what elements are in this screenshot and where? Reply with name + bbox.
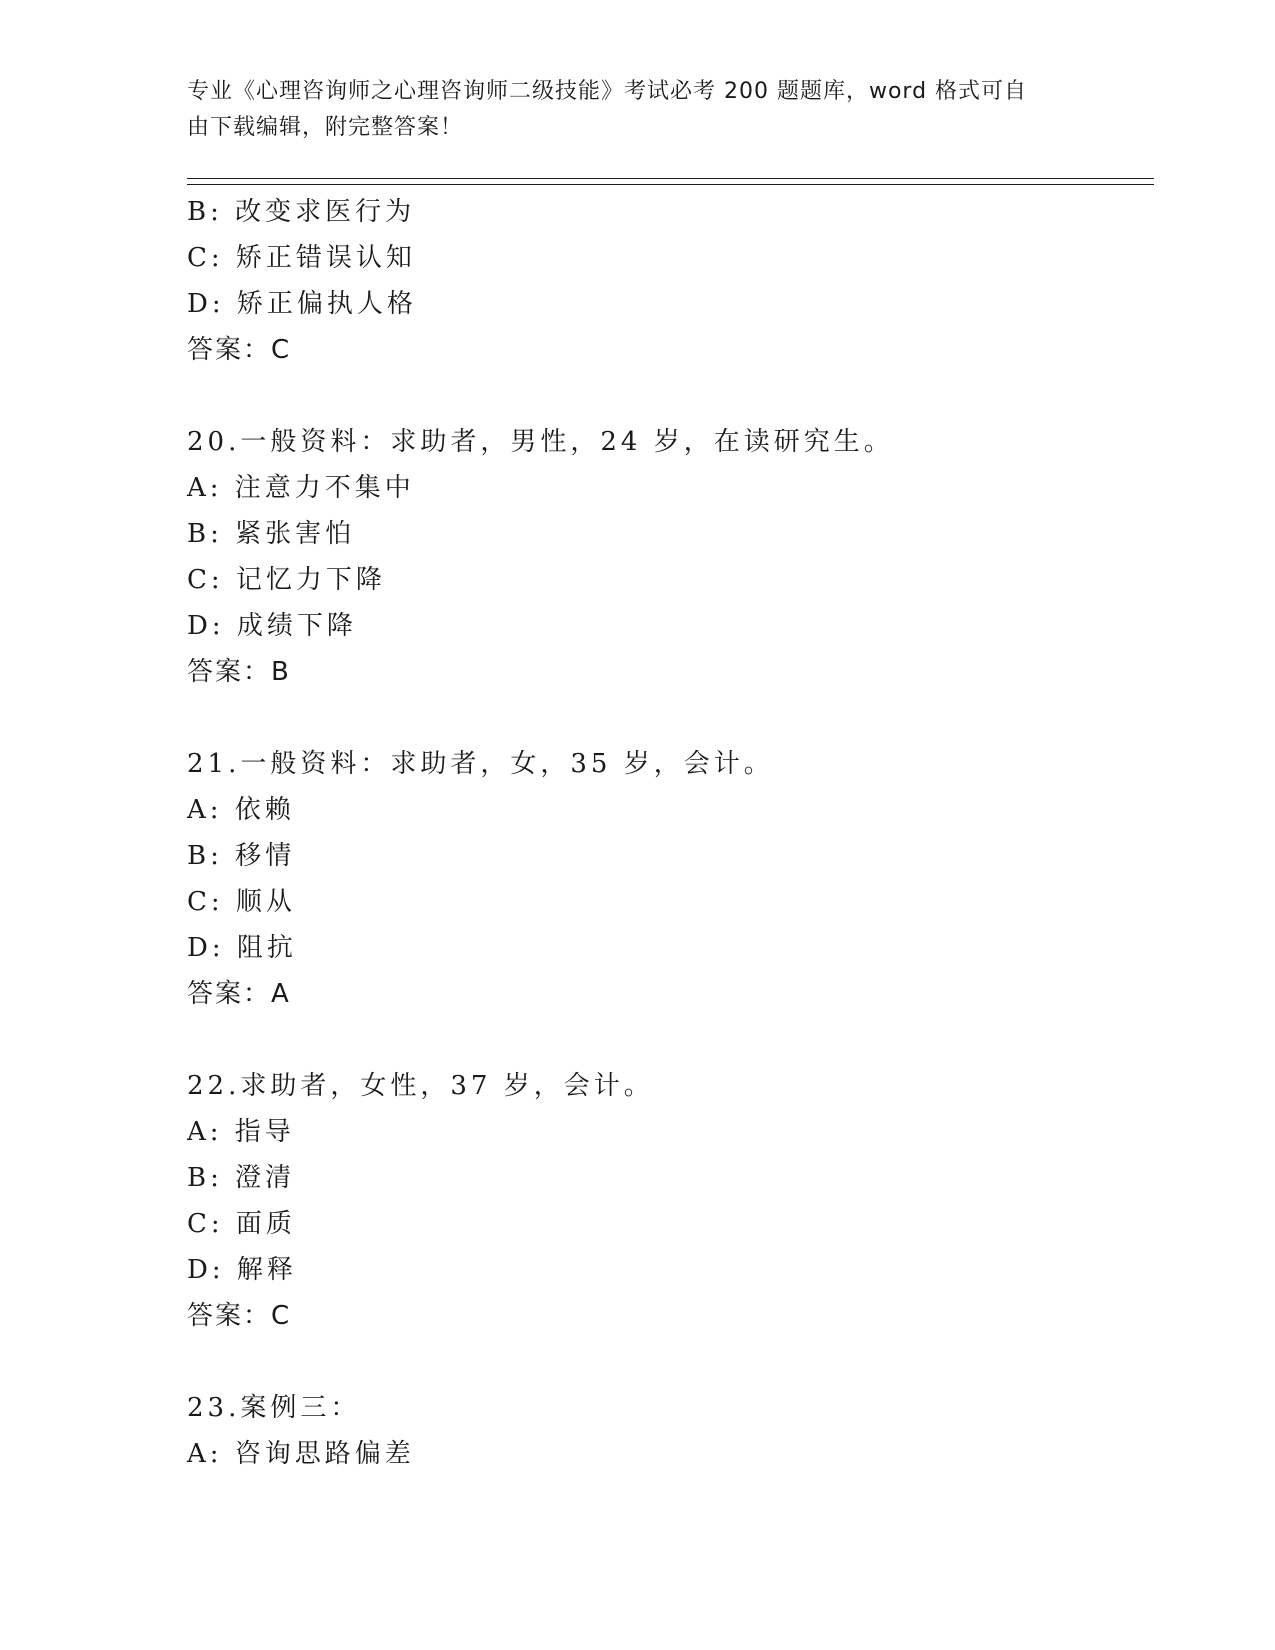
question-21 <box>187 741 1147 1017</box>
option-c: C: 矫正错误认知 <box>187 243 416 273</box>
header-line-1: 专业《心理咨询师之心理咨询师二级技能》考试必考 200 题题库，word 格式可自 <box>187 79 1028 104</box>
answer: 答案：A <box>187 979 291 1009</box>
option-b: B: 紧张害怕 <box>187 519 356 549</box>
question-20 <box>187 419 1147 695</box>
option-d: D: 矫正偏执人格 <box>187 289 417 319</box>
option-a: A: 依赖 <box>187 795 295 825</box>
option-c: C: 顺从 <box>187 887 296 917</box>
option-c: C: 面质 <box>187 1209 296 1239</box>
answer: 答案：C <box>187 335 292 365</box>
option-c: C: 记忆力下降 <box>187 565 386 595</box>
question-23 <box>187 1385 1147 1477</box>
question-stem: 22.求助者，女性，37 岁，会计。 <box>187 1071 654 1101</box>
option-b: B: 改变求医行为 <box>187 197 416 227</box>
question-stem: 20.一般资料：求助者，男性，24 岁，在读研究生。 <box>187 427 894 457</box>
document-header <box>187 74 1067 146</box>
option-d: D: 解释 <box>187 1255 297 1285</box>
answer: 答案：C <box>187 1301 292 1331</box>
question-stem: 23.案例三： <box>187 1393 361 1423</box>
option-d: D: 成绩下降 <box>187 611 357 641</box>
option-b: B: 移情 <box>187 841 296 871</box>
option-a: A: 指导 <box>187 1117 295 1147</box>
header-line-2: 由下载编辑，附完整答案！ <box>187 115 464 140</box>
question-stem: 21.一般资料：求助者，女，35 岁，会计。 <box>187 749 774 779</box>
question-22 <box>187 1063 1147 1339</box>
question-continued <box>187 189 1147 373</box>
option-a: A: 注意力不集中 <box>187 473 415 503</box>
option-b: B: 澄清 <box>187 1163 296 1193</box>
question-list <box>187 189 1147 1477</box>
header-divider <box>187 178 1154 185</box>
answer: 答案：B <box>187 657 291 687</box>
option-d: D: 阻抗 <box>187 933 297 963</box>
option-a: A: 咨询思路偏差 <box>187 1439 415 1469</box>
